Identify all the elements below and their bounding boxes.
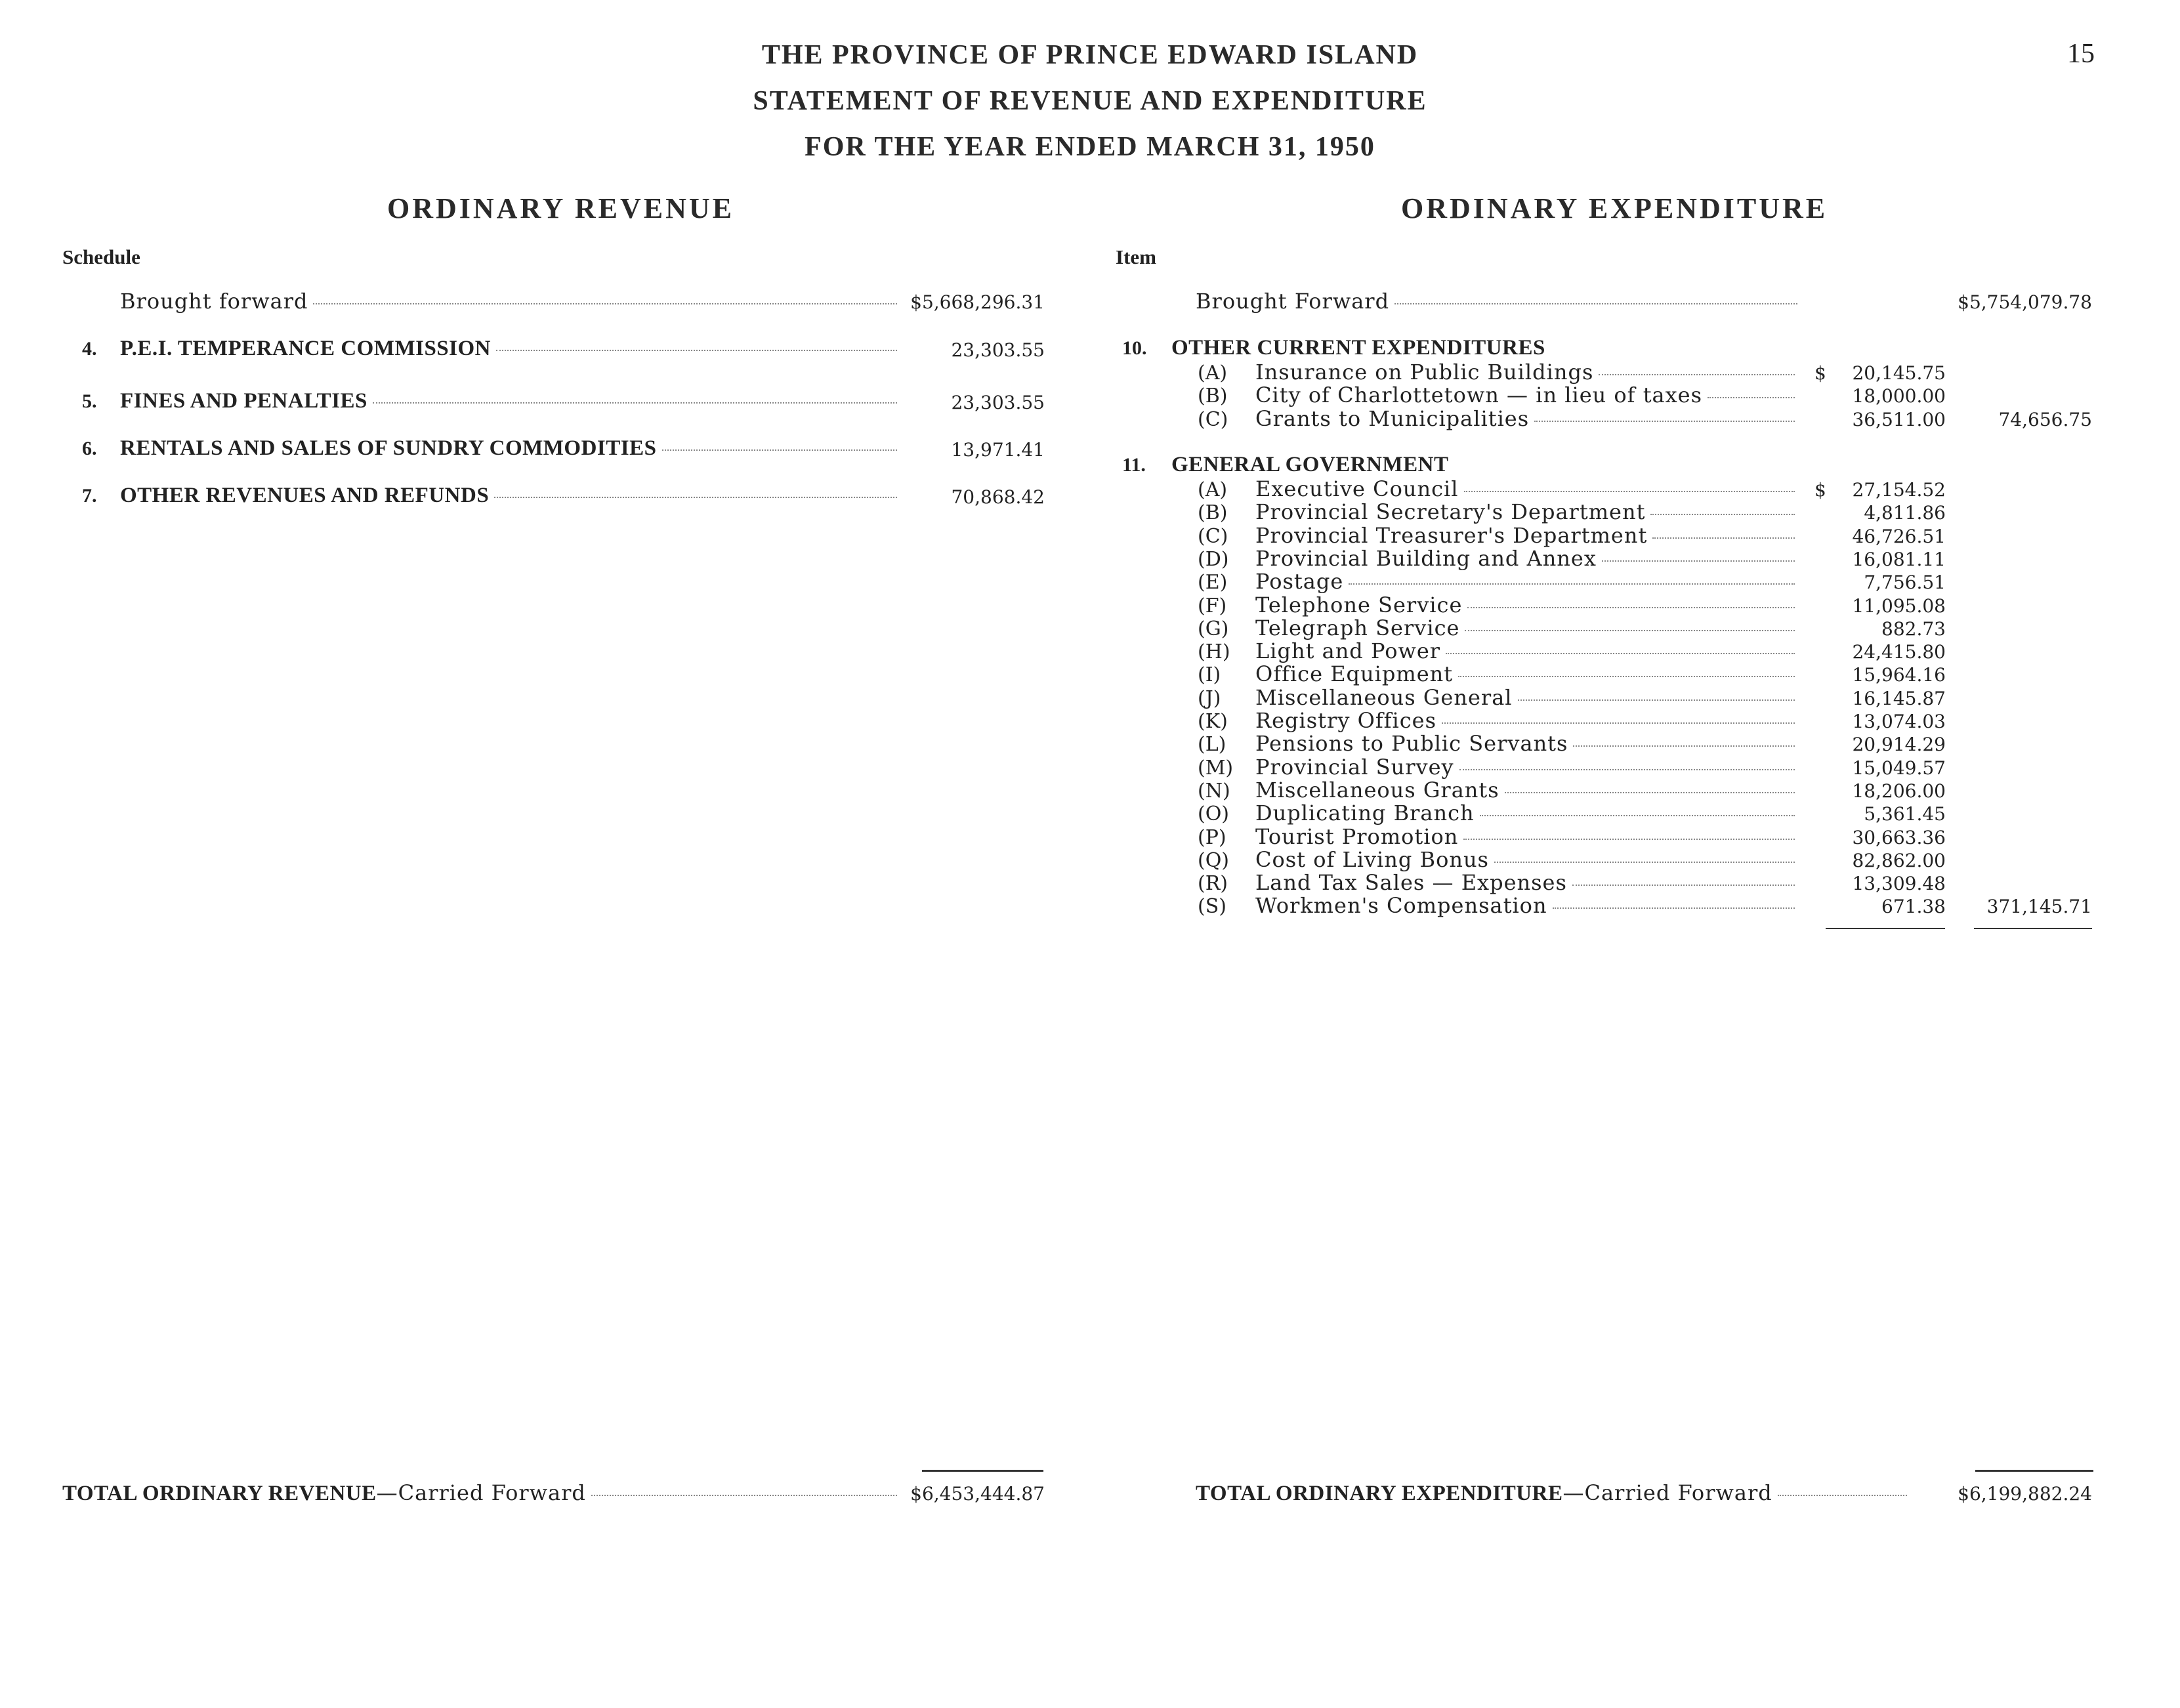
expenditure-group-label: OTHER CURRENT EXPENDITURES — [1171, 336, 1545, 360]
sub-item-label: Grants to Municipalities — [1255, 406, 1530, 431]
expenditure-sub-item-row — [1198, 870, 1800, 893]
sub-item-letter: (N) — [1198, 780, 1230, 802]
sub-item-amount: 15,964.16 — [1852, 664, 1946, 686]
title-line-1: THE PROVINCE OF PRINCE EDWARD ISLAND — [761, 40, 1419, 70]
expenditure-column-label: Item — [1116, 245, 1156, 268]
revenue-total-label: TOTAL ORDINARY REVENUE — [62, 1482, 377, 1505]
leader-dots — [1446, 653, 1795, 654]
sub-item-label: Provincial Survey — [1255, 755, 1454, 780]
sub-item-amount: 5,361.45 — [1864, 803, 1946, 825]
leader-dots — [1602, 560, 1795, 562]
sub-item-amount: 27,154.52 — [1852, 479, 1946, 501]
sub-item-amount: 13,074.03 — [1852, 711, 1946, 732]
revenue-item-amount: 23,303.55 — [951, 339, 1045, 361]
schedule-number: 4. — [82, 338, 97, 360]
sub-item-amount: 36,511.00 — [1852, 409, 1946, 430]
leader-dots — [1599, 374, 1795, 375]
leader-dots — [1518, 699, 1795, 701]
sub-item-label: Pensions to Public Servants — [1255, 731, 1568, 756]
sub-item-label: Provincial Building and Annex — [1255, 546, 1597, 571]
sub-item-letter: (K) — [1198, 710, 1228, 733]
sub-item-letter: (P) — [1198, 826, 1226, 849]
leader-dots — [494, 497, 897, 498]
revenue-brought-forward-row — [120, 289, 902, 312]
leader-dots — [1465, 630, 1795, 631]
leader-dots — [1394, 303, 1797, 304]
revenue-item-row — [82, 436, 902, 460]
leader-dots — [1708, 397, 1795, 398]
leader-dots — [1778, 1495, 1907, 1496]
sub-item-letter: (S) — [1198, 895, 1226, 918]
revenue-total-amount: $6,453,444.87 — [910, 1483, 1045, 1505]
revenue-item-label: P.E.I. TEMPERANCE COMMISSION — [120, 337, 491, 360]
sub-item-label: Duplicating Branch — [1255, 801, 1475, 825]
sub-item-amount: 4,811.86 — [1864, 502, 1946, 524]
sub-item-letter: (O) — [1198, 802, 1230, 825]
expenditure-total-amount: $6,199,882.24 — [1958, 1483, 2092, 1505]
sub-item-letter: (C) — [1198, 525, 1228, 548]
brought-forward-label: Brought forward — [120, 289, 308, 314]
sub-item-amount: 18,206.00 — [1852, 780, 1946, 802]
expenditure-sub-item-row — [1198, 593, 1800, 615]
sub-item-letter: (A) — [1198, 478, 1228, 501]
group-total-amount: 74,656.75 — [1998, 409, 2092, 430]
leader-dots — [1553, 907, 1795, 909]
brought-forward-label: Brought Forward — [1196, 289, 1390, 314]
revenue-section-title: ORDINARY REVENUE — [387, 192, 734, 224]
sub-item-letter: (D) — [1198, 548, 1229, 571]
revenue-item-label: OTHER REVENUES AND REFUNDS — [120, 484, 490, 507]
leader-dots — [1463, 839, 1795, 840]
expenditure-total-label-rest: —Carried Forward — [1562, 1480, 1772, 1505]
revenue-total-row — [62, 1480, 902, 1504]
revenue-item-row — [82, 337, 902, 360]
sub-item-letter: (A) — [1198, 362, 1228, 385]
expenditure-sub-item-row — [1198, 661, 1800, 684]
expenditure-brought-forward-row — [1196, 289, 1803, 312]
leader-dots — [1349, 583, 1795, 585]
expenditure-section-title: ORDINARY EXPENDITURE — [1401, 192, 1828, 224]
leader-dots — [1573, 745, 1795, 747]
expenditure-sub-item-row — [1198, 383, 1800, 406]
sub-item-label: City of Charlottetown — in lieu of taxes — [1255, 383, 1703, 407]
subtotal-rule — [1826, 928, 1945, 929]
sub-item-amount: 82,862.00 — [1852, 850, 1946, 871]
expenditure-sub-item-row — [1198, 476, 1800, 499]
leader-dots — [1480, 815, 1795, 816]
leader-dots — [313, 303, 897, 304]
expenditure-sub-item-row — [1198, 685, 1800, 708]
sub-item-letter: (H) — [1198, 640, 1230, 663]
leader-dots — [1652, 537, 1795, 539]
sub-item-letter: (J) — [1198, 687, 1221, 710]
sub-item-letter: (R) — [1198, 872, 1228, 895]
revenue-column-label: Schedule — [62, 245, 140, 268]
sub-item-label: Office Equipment — [1255, 661, 1454, 686]
leader-dots — [1572, 885, 1795, 886]
leader-dots — [1459, 769, 1795, 770]
sub-item-amount: 882.73 — [1881, 618, 1946, 640]
sub-item-label: Registry Offices — [1255, 708, 1437, 733]
leader-dots — [1650, 514, 1795, 515]
sub-item-amount: 46,726.51 — [1852, 526, 1946, 547]
sub-item-amount: 11,095.08 — [1852, 595, 1946, 617]
group-total-amount: 371,145.71 — [1986, 896, 2092, 917]
leader-dots — [591, 1495, 897, 1496]
expenditure-total-rule — [1975, 1470, 2093, 1472]
leader-dots — [1442, 722, 1795, 724]
sub-item-label: Postage — [1255, 569, 1344, 594]
sub-item-letter: (L) — [1198, 733, 1226, 756]
expenditure-total-label: TOTAL ORDINARY EXPENDITURE — [1196, 1482, 1563, 1505]
sub-item-letter: (C) — [1198, 408, 1228, 431]
sub-item-amount: 20,145.75 — [1852, 362, 1946, 384]
revenue-item-row — [82, 389, 902, 413]
sub-item-label: Provincial Secretary's Department — [1255, 499, 1646, 524]
schedule-number: 5. — [82, 390, 97, 412]
sub-item-label: Cost of Living Bonus — [1255, 847, 1489, 872]
leader-dots — [1458, 676, 1795, 677]
page-number: 15 — [2067, 39, 2095, 69]
expenditure-total-row — [1196, 1480, 1912, 1504]
sub-item-amount: 24,415.80 — [1852, 641, 1946, 663]
currency-sign: $ — [1814, 479, 1826, 501]
revenue-item-row — [82, 484, 902, 507]
sub-item-amount: 16,081.11 — [1852, 549, 1946, 570]
expenditure-group-label: GENERAL GOVERNMENT — [1171, 453, 1449, 476]
sub-item-letter: (M) — [1198, 757, 1234, 780]
expenditure-sub-item-row — [1198, 499, 1800, 522]
sub-item-label: Light and Power — [1255, 638, 1441, 663]
revenue-item-label: RENTALS AND SALES OF SUNDRY COMMODITIES — [120, 436, 657, 460]
sub-item-letter: (B) — [1198, 385, 1228, 407]
sub-item-amount: 16,145.87 — [1852, 688, 1946, 709]
item-number: 11. — [1122, 454, 1146, 476]
expenditure-sub-item-row — [1198, 615, 1800, 638]
expenditure-sub-item-row — [1198, 847, 1800, 870]
expenditure-sub-item-row — [1198, 801, 1800, 823]
sub-item-letter: (Q) — [1198, 849, 1230, 872]
sub-item-amount: 15,049.57 — [1852, 757, 1946, 779]
leader-dots — [1464, 491, 1795, 492]
sub-item-amount: 30,663.36 — [1852, 827, 1946, 848]
currency-sign: $ — [1814, 362, 1826, 384]
subtotal-rule — [1974, 928, 2092, 929]
sub-item-label: Miscellaneous General — [1255, 685, 1513, 710]
sub-item-label: Tourist Promotion — [1255, 824, 1459, 849]
leader-dots — [1534, 421, 1795, 422]
revenue-total-rule — [922, 1470, 1043, 1472]
sub-item-amount: 13,309.48 — [1852, 873, 1946, 894]
title-line-3: FOR THE YEAR ENDED MARCH 31, 1950 — [805, 132, 1375, 162]
expenditure-sub-item-row — [1198, 778, 1800, 801]
schedule-number: 6. — [82, 438, 97, 459]
sub-item-letter: (G) — [1198, 617, 1229, 640]
sub-item-label: Telephone Service — [1255, 593, 1463, 617]
leader-dots — [662, 449, 898, 451]
expenditure-sub-item-row — [1198, 523, 1800, 546]
leader-dots — [1494, 862, 1795, 863]
expenditure-sub-item-row — [1198, 360, 1800, 383]
sub-item-amount: 671.38 — [1881, 896, 1946, 917]
expenditure-sub-item-row — [1198, 824, 1800, 847]
expenditure-sub-item-row — [1198, 708, 1800, 731]
revenue-item-amount: 23,303.55 — [951, 392, 1045, 413]
expenditure-sub-item-row — [1198, 755, 1800, 778]
expenditure-sub-item-row — [1198, 546, 1800, 569]
expenditure-sub-item-row — [1198, 569, 1800, 592]
sub-item-label: Provincial Treasurer's Department — [1255, 523, 1648, 548]
leader-dots — [373, 402, 897, 404]
schedule-number: 7. — [82, 485, 97, 507]
sub-item-label: Insurance on Public Buildings — [1255, 360, 1594, 385]
revenue-item-amount: 70,868.42 — [951, 486, 1045, 508]
sub-item-label: Land Tax Sales — Expenses — [1255, 870, 1567, 895]
expenditure-group-row — [1122, 453, 1778, 476]
sub-item-label: Executive Council — [1255, 476, 1459, 501]
sub-item-letter: (B) — [1198, 501, 1228, 524]
sub-item-letter: (E) — [1198, 571, 1228, 594]
expenditure-sub-item-row — [1198, 731, 1800, 754]
leader-dots — [1467, 607, 1795, 608]
sub-item-letter: (F) — [1198, 594, 1227, 617]
expenditure-group-row — [1122, 336, 1778, 360]
sub-item-amount: 7,756.51 — [1864, 572, 1946, 593]
revenue-total-label-rest: —Carried Forward — [376, 1480, 586, 1505]
revenue-item-label: FINES AND PENALTIES — [120, 389, 367, 413]
expenditure-sub-item-row — [1198, 406, 1800, 429]
sub-item-letter: (I) — [1198, 663, 1221, 686]
leader-dots — [496, 350, 897, 351]
leader-dots — [1505, 792, 1795, 793]
expenditure-sub-item-row — [1198, 638, 1800, 661]
title-line-2: STATEMENT OF REVENUE AND EXPENDITURE — [753, 86, 1427, 116]
item-number: 10. — [1122, 337, 1147, 359]
revenue-item-amount: 13,971.41 — [951, 439, 1045, 461]
sub-item-label: Miscellaneous Grants — [1255, 778, 1499, 802]
sub-item-label: Telegraph Service — [1255, 615, 1460, 640]
brought-forward-amount: $5,754,079.78 — [1958, 291, 2092, 313]
sub-item-amount: 20,914.29 — [1852, 734, 1946, 755]
sub-item-label: Workmen's Compensation — [1255, 893, 1547, 918]
sub-item-amount: 18,000.00 — [1852, 385, 1946, 407]
expenditure-sub-item-row — [1198, 893, 1800, 916]
brought-forward-amount: $5,668,296.31 — [910, 291, 1045, 313]
